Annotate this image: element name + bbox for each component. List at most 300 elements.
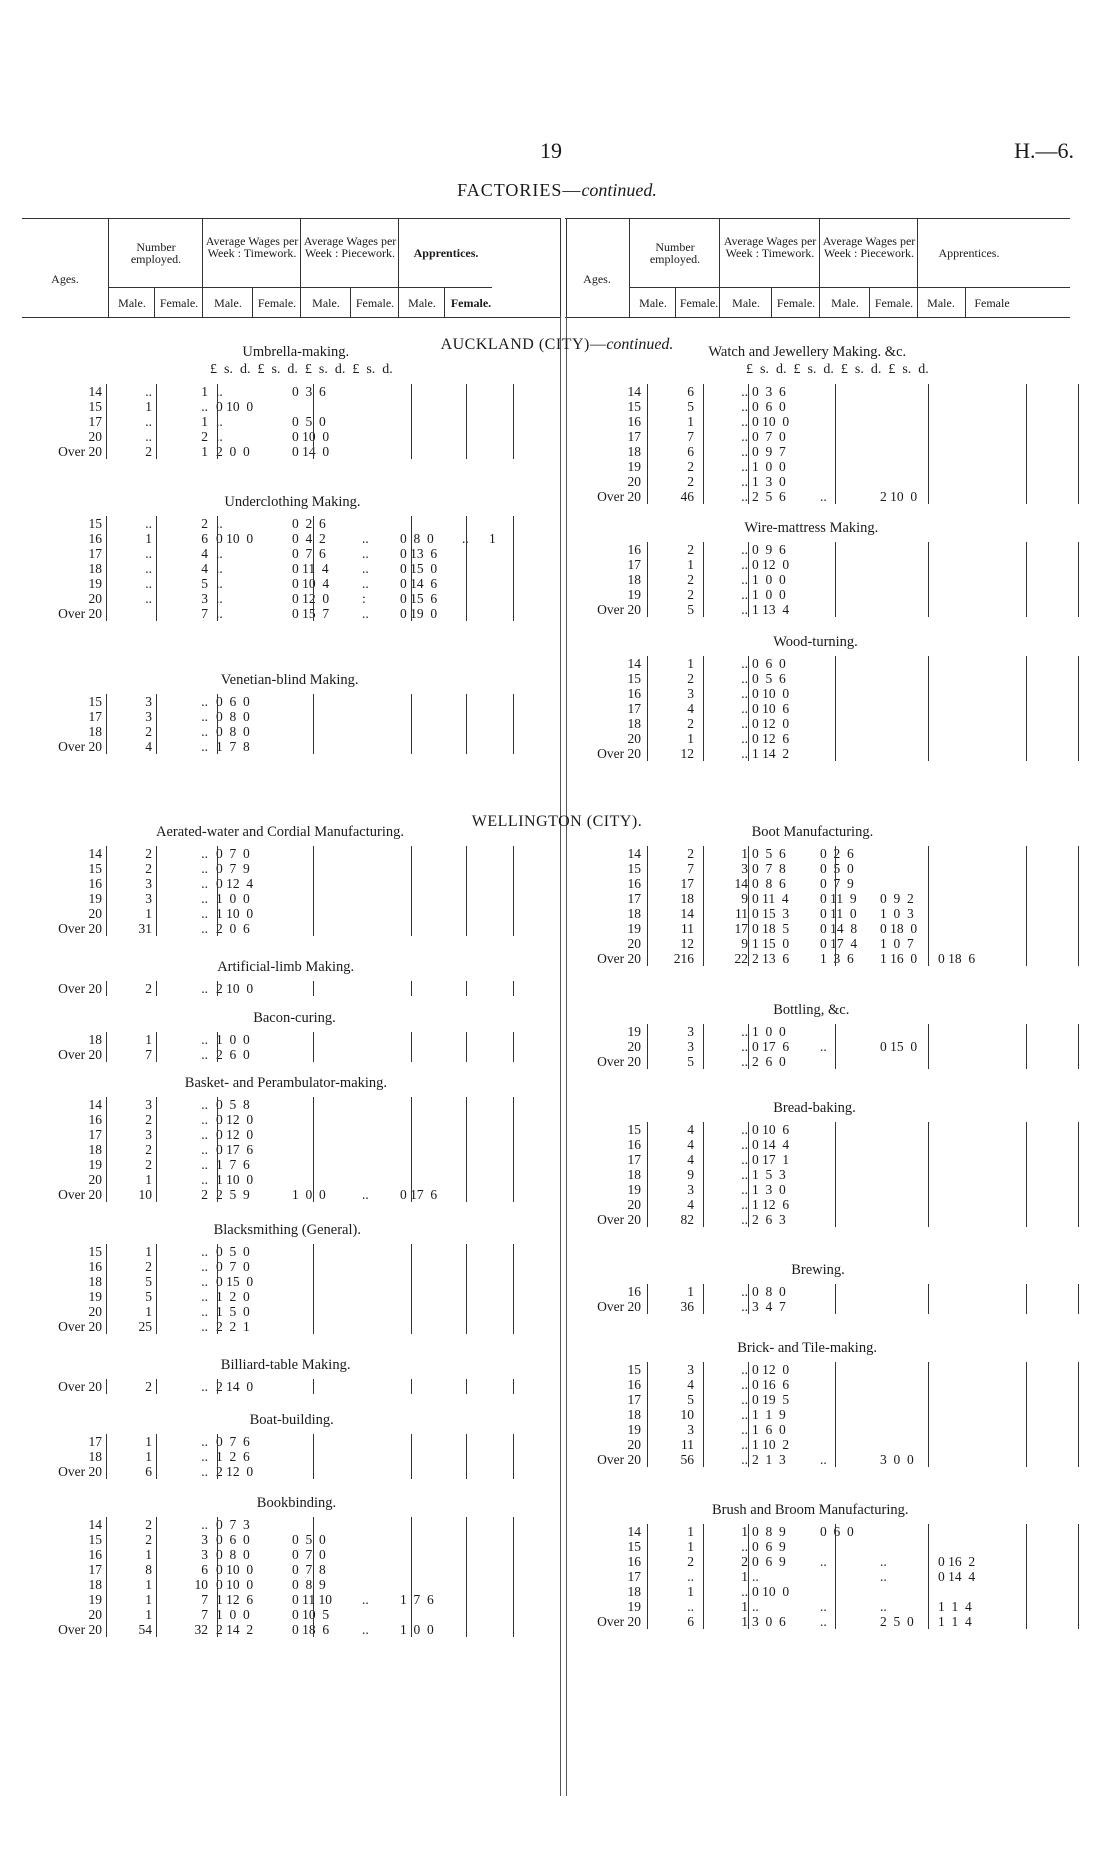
value-cell: 1 3 0 — [752, 1182, 786, 1197]
value-cell: 0 7 0 — [292, 1547, 326, 1562]
column-rule — [1078, 1524, 1079, 1629]
value-cell: .. — [216, 516, 223, 531]
value-cell: .. 1 — [462, 531, 496, 546]
value-cell: 2 — [145, 846, 152, 861]
value-cell: 0 7 3 — [216, 1517, 250, 1532]
value-cell: 2 14 2 — [216, 1622, 254, 1637]
value-cell: 2 — [201, 429, 208, 444]
value-cell: 1 — [687, 1524, 694, 1539]
value-cell: 1 10 2 — [752, 1437, 790, 1452]
value-cell: 1 14 2 — [752, 746, 790, 761]
value-cell: 0 17 4 — [820, 936, 858, 951]
value-cell: 2 — [687, 572, 694, 587]
value-cell: 2 — [145, 1112, 152, 1127]
age-cell: 15 — [88, 861, 102, 876]
value-cell: 6 — [687, 384, 694, 399]
column-rule — [647, 1024, 648, 1069]
value-cell: 0 7 9 — [216, 861, 250, 876]
table-row — [0, 1197, 1114, 1212]
trade-title: Watch and Jewellery Making. &c. — [708, 344, 907, 360]
value-cell: 0 8 9 — [752, 1524, 786, 1539]
age-cell: 19 — [88, 1592, 102, 1607]
value-cell: 0 6 9 — [752, 1554, 786, 1569]
value-cell: 0 6 0 — [752, 656, 786, 671]
table-row — [0, 474, 1114, 489]
age-cell: 18 — [627, 1584, 641, 1599]
value-cell: .. — [752, 1599, 759, 1614]
column-rule — [928, 1284, 929, 1314]
age-cell: 18 — [88, 1142, 102, 1157]
value-cell: 5 — [201, 576, 208, 591]
table-row — [0, 1167, 1114, 1182]
value-cell: 216 — [673, 951, 694, 966]
value-cell: .. — [201, 1434, 208, 1449]
value-cell: .. — [145, 384, 152, 399]
value-cell: 1 — [145, 1449, 152, 1464]
value-cell: 2 0 0 — [216, 444, 250, 459]
value-cell: 2 — [687, 846, 694, 861]
value-cell: 2 — [687, 542, 694, 557]
value-cell: .. — [741, 602, 748, 617]
trade-title: Bookbinding. — [256, 1495, 337, 1511]
table-row — [0, 1152, 1114, 1167]
table-row — [0, 399, 1114, 414]
value-cell: .. — [201, 709, 208, 724]
value-cell: 2 — [145, 1259, 152, 1274]
table-row — [0, 1024, 1114, 1039]
value-cell: 3 — [201, 1532, 208, 1547]
age-cell: 16 — [88, 1259, 102, 1274]
value-cell: 1 — [687, 557, 694, 572]
value-cell: 0 8 0 — [216, 709, 250, 724]
column-rule — [411, 981, 412, 996]
column-rule — [1078, 1024, 1079, 1069]
age-cell: 20 — [88, 1172, 102, 1187]
value-cell: 46 — [680, 489, 694, 504]
age-cell: 14 — [627, 384, 641, 399]
header-avg-timework: Average Wages per Week : Timework. — [723, 234, 817, 260]
age-cell: Over 20 — [597, 951, 641, 966]
age-cell: 14 — [88, 1517, 102, 1532]
value-cell: 1 — [741, 1569, 748, 1584]
value-cell: 2 — [145, 1379, 152, 1394]
table-row — [0, 1362, 1114, 1377]
age-cell: 19 — [88, 1289, 102, 1304]
value-cell: 0 10 4 — [292, 576, 330, 591]
age-cell: 15 — [88, 1532, 102, 1547]
value-cell: 0 9 7 — [752, 444, 786, 459]
value-cell: 4 — [687, 1122, 694, 1137]
trade-title: Aerated-water and Cordial Manufacturing. — [156, 824, 405, 840]
value-cell: 0 15 3 — [752, 906, 790, 921]
value-cell: 22 — [734, 951, 748, 966]
column-rule — [835, 542, 836, 617]
value-cell: 3 — [741, 861, 748, 876]
value-cell: .. — [201, 1304, 208, 1319]
value-cell: 54 — [138, 1622, 152, 1637]
value-cell: 0 10 0 — [752, 414, 790, 429]
value-cell: .. — [741, 459, 748, 474]
value-cell: .. — [741, 444, 748, 459]
value-cell: .. — [741, 1407, 748, 1422]
age-cell: 20 — [627, 731, 641, 746]
age-cell: Over 20 — [58, 1319, 102, 1334]
age-cell: 17 — [88, 414, 102, 429]
value-cell: .. — [216, 576, 223, 591]
column-rule — [647, 542, 648, 617]
value-cell: 1 0 7 — [880, 936, 914, 951]
value-cell: 1 1 9 — [752, 1407, 786, 1422]
age-cell: 17 — [88, 1127, 102, 1142]
value-cell: .. — [741, 1422, 748, 1437]
value-cell: 3 — [145, 709, 152, 724]
value-cell: .. — [216, 591, 223, 606]
age-cell: 20 — [88, 1304, 102, 1319]
value-cell: 0 7 6 — [292, 546, 326, 561]
value-cell: 0 6 0 — [752, 399, 786, 414]
value-cell: 2 10 0 — [880, 489, 918, 504]
table-row — [0, 1584, 1114, 1599]
table-row — [0, 1097, 1114, 1112]
value-cell: 1 — [145, 1434, 152, 1449]
age-cell: 18 — [88, 561, 102, 576]
column-rule — [835, 1122, 836, 1227]
value-cell: 1 — [201, 414, 208, 429]
column-rule — [1078, 542, 1079, 617]
value-cell: .. — [820, 489, 827, 504]
age-cell: 19 — [88, 891, 102, 906]
column-rule — [1026, 1024, 1027, 1069]
column-rule — [835, 846, 836, 966]
value-cell: 0 8 0 — [216, 1547, 250, 1562]
value-cell: 1 — [687, 1539, 694, 1554]
table-row — [0, 701, 1114, 716]
value-cell: 25 — [138, 1319, 152, 1334]
age-cell: 20 — [88, 906, 102, 921]
age-cell: 17 — [627, 557, 641, 572]
column-rule — [466, 981, 467, 996]
value-cell: .. — [201, 876, 208, 891]
value-cell: 1 3 0 — [752, 474, 786, 489]
header-avg-piecework: Average Wages per Week : Piecework. — [822, 234, 916, 260]
age-cell: Over 20 — [58, 1464, 102, 1479]
value-cell: .. — [201, 1259, 208, 1274]
value-cell: 1 7 6 — [216, 1157, 250, 1172]
value-cell: .. — [216, 429, 223, 444]
value-cell: 0 6 0 — [216, 694, 250, 709]
column-rule — [928, 656, 929, 761]
table-row — [0, 1614, 1114, 1629]
column-rule — [748, 1122, 749, 1227]
value-cell: .. — [362, 1592, 369, 1607]
value-cell: 0 14 4 — [752, 1137, 790, 1152]
table-row — [0, 1212, 1114, 1227]
age-cell: 17 — [88, 709, 102, 724]
value-cell: .. — [216, 384, 223, 399]
table-row — [0, 951, 1114, 966]
value-cell: 31 — [138, 921, 152, 936]
value-cell: .. — [741, 686, 748, 701]
age-cell: 16 — [627, 1377, 641, 1392]
age-cell: 14 — [627, 846, 641, 861]
value-cell: 0 10 0 — [216, 531, 254, 546]
table-row — [0, 542, 1114, 557]
age-cell: Over 20 — [58, 921, 102, 936]
value-cell: 1 0 0 — [216, 891, 250, 906]
header-number-employed: Number employed. — [649, 240, 701, 266]
value-cell: 0 11 4 — [752, 891, 789, 906]
value-cell: 12 — [680, 746, 694, 761]
header-apprentices: Apprentices. — [938, 246, 1000, 260]
trade-title: Wire-mattress Making. — [744, 520, 879, 536]
column-rule — [647, 846, 648, 966]
value-cell: 0 10 6 — [752, 701, 790, 716]
value-cell: 0 2 6 — [820, 846, 854, 861]
trade-title: Brewing. — [791, 1262, 845, 1278]
value-cell: 0 8 0 — [216, 724, 250, 739]
page-title-main: FACTORIES— — [457, 180, 582, 200]
value-cell: 0 8 0 — [400, 531, 434, 546]
value-cell: .. — [362, 531, 369, 546]
value-cell: 0 7 6 — [216, 1434, 250, 1449]
age-cell: 20 — [627, 1437, 641, 1452]
table-row — [0, 1039, 1114, 1054]
value-cell: 1 0 0 — [752, 587, 786, 602]
age-cell: 18 — [88, 1577, 102, 1592]
value-cell: 7 — [201, 1592, 208, 1607]
value-cell: 1 — [201, 444, 208, 459]
table-row — [0, 891, 1114, 906]
value-cell: 2 — [145, 444, 152, 459]
value-cell: .. — [216, 546, 223, 561]
value-cell: 2 — [687, 716, 694, 731]
header-female: Female. — [776, 296, 816, 310]
value-cell: 2 — [741, 1554, 748, 1569]
value-cell: 9 — [687, 1167, 694, 1182]
value-cell: 0 12 0 — [216, 1127, 254, 1142]
value-cell: 10 — [680, 1407, 694, 1422]
value-cell: .. — [201, 1464, 208, 1479]
age-cell: 14 — [88, 846, 102, 861]
value-cell: 1 — [687, 1584, 694, 1599]
value-cell: 14 — [734, 876, 748, 891]
value-cell: .. — [201, 1274, 208, 1289]
value-cell: 1 — [145, 531, 152, 546]
table-row — [0, 1569, 1114, 1584]
column-rule — [647, 1284, 648, 1314]
column-rule — [928, 1024, 929, 1069]
value-cell: 3 — [145, 876, 152, 891]
value-cell: 3 0 0 — [880, 1452, 914, 1467]
value-cell: 2 — [687, 1554, 694, 1569]
column-rule — [928, 1122, 929, 1227]
age-cell: Over 20 — [597, 489, 641, 504]
value-cell: .. — [820, 1039, 827, 1054]
value-cell: 0 7 0 — [216, 846, 250, 861]
value-cell: .. — [741, 1392, 748, 1407]
value-cell: 7 — [201, 1607, 208, 1622]
value-cell: .. — [201, 739, 208, 754]
age-cell: 15 — [88, 399, 102, 414]
value-cell: 1 — [145, 1304, 152, 1319]
value-cell: 0 7 9 — [820, 876, 854, 891]
age-cell: 15 — [627, 1362, 641, 1377]
value-cell: 1 0 0 — [216, 1607, 250, 1622]
value-cell: 2 — [145, 1157, 152, 1172]
age-cell: 19 — [88, 576, 102, 591]
trade-title: Bread-baking. — [773, 1100, 856, 1116]
age-cell: 18 — [627, 906, 641, 921]
value-cell: 2 — [201, 516, 208, 531]
value-cell: 0 9 2 — [880, 891, 914, 906]
trade-title: Blacksmithing (General). — [213, 1222, 361, 1238]
column-rule — [1026, 1122, 1027, 1227]
value-cell: 0 17 1 — [752, 1152, 790, 1167]
value-cell: 0 16 6 — [752, 1377, 790, 1392]
age-cell: 15 — [627, 1122, 641, 1137]
age-cell: Over 20 — [597, 602, 641, 617]
value-cell: 0 11 10 — [292, 1592, 332, 1607]
value-cell: .. — [201, 1244, 208, 1259]
value-cell: 7 — [687, 429, 694, 444]
value-cell: .. — [362, 576, 369, 591]
table-row — [0, 557, 1114, 572]
value-cell: 0 18 6 — [292, 1622, 330, 1637]
value-cell: 0 15 7 — [292, 606, 330, 621]
table-row — [0, 731, 1114, 746]
value-cell: 2 14 0 — [216, 1379, 254, 1394]
age-cell: 14 — [627, 656, 641, 671]
value-cell: 2 12 0 — [216, 1464, 254, 1479]
value-cell: 1 5 3 — [752, 1167, 786, 1182]
value-cell: 36 — [680, 1299, 694, 1314]
column-rule — [703, 1024, 704, 1069]
value-cell: 5 — [687, 602, 694, 617]
value-cell: 2 10 0 — [216, 981, 254, 996]
value-cell: 1 0 3 — [880, 906, 914, 921]
age-cell: 17 — [88, 546, 102, 561]
value-cell: .. — [201, 1517, 208, 1532]
value-cell: 2 2 1 — [216, 1319, 250, 1334]
value-cell: 1 7 6 — [400, 1592, 434, 1607]
column-rule — [703, 1122, 704, 1227]
value-cell: 1 12 6 — [752, 1197, 790, 1212]
value-cell: 2 5 6 — [752, 489, 786, 504]
value-cell: 1 6 0 — [752, 1422, 786, 1437]
value-cell: .. — [201, 921, 208, 936]
age-cell: Over 20 — [58, 1622, 102, 1637]
trade-title: Artificial-limb Making. — [217, 959, 355, 975]
value-cell: 1 0 0 — [400, 1622, 434, 1637]
value-cell: 1 — [145, 1244, 152, 1259]
column-rule — [748, 1524, 749, 1629]
value-cell: .. — [741, 1362, 748, 1377]
value-cell: 1 — [741, 1614, 748, 1629]
column-rule — [835, 384, 836, 504]
table-row — [0, 444, 1114, 459]
header-number-employed: Number employed. — [130, 240, 182, 266]
value-cell: .. — [201, 399, 208, 414]
value-cell: 0 15 0 — [216, 1274, 254, 1289]
value-cell: 0 12 0 — [216, 1112, 254, 1127]
value-cell: 0 16 2 — [938, 1554, 976, 1569]
table-row — [0, 572, 1114, 587]
value-cell: .. — [201, 846, 208, 861]
value-cell: 0 6 0 — [820, 1524, 854, 1539]
value-cell: 3 — [687, 1182, 694, 1197]
trade-title: Wood-turning. — [773, 634, 858, 650]
table-row — [0, 516, 1114, 531]
value-cell: .. — [820, 1599, 827, 1614]
trade-title: Brick- and Tile-making. — [737, 1340, 877, 1356]
value-cell: .. — [741, 1212, 748, 1227]
value-cell: 5 — [687, 399, 694, 414]
age-cell: Over 20 — [597, 1054, 641, 1069]
value-cell: .. — [145, 546, 152, 561]
value-cell: 11 — [681, 1437, 694, 1452]
age-cell: Over 20 — [58, 1187, 102, 1202]
table-row — [0, 587, 1114, 602]
age-cell: 19 — [627, 1024, 641, 1039]
value-cell: .. — [362, 546, 369, 561]
column-rule — [1078, 384, 1079, 504]
value-cell: .. — [362, 561, 369, 576]
value-cell: .. — [741, 1024, 748, 1039]
value-cell: 0 18 0 — [880, 921, 918, 936]
value-cell: 2 13 6 — [752, 951, 790, 966]
age-cell: 16 — [627, 542, 641, 557]
table-row — [0, 489, 1114, 504]
value-cell: 3 — [201, 1547, 208, 1562]
value-cell: .. — [741, 587, 748, 602]
value-cell: .. — [201, 1097, 208, 1112]
column-rule — [748, 542, 749, 617]
column-rule — [1078, 656, 1079, 761]
age-cell: Over 20 — [58, 981, 102, 996]
column-rule — [647, 1362, 648, 1467]
age-cell: Over 20 — [597, 1212, 641, 1227]
age-cell: 18 — [88, 1274, 102, 1289]
value-cell: 0 15 0 — [880, 1039, 918, 1054]
age-cell: Over 20 — [58, 739, 102, 754]
value-cell: 0 2 6 — [292, 516, 326, 531]
column-rule — [928, 1524, 929, 1629]
header-female: Female. — [257, 296, 297, 310]
value-cell: 0 3 6 — [752, 384, 786, 399]
value-cell: .. — [741, 746, 748, 761]
value-cell: 2 — [145, 1142, 152, 1157]
table-row — [0, 1554, 1114, 1569]
trade-title: Boot Manufacturing. — [751, 824, 874, 840]
column-rule — [703, 846, 704, 966]
value-cell: 0 11 9 — [820, 891, 857, 906]
table-row — [0, 1599, 1114, 1614]
value-cell: 0 14 0 — [292, 444, 330, 459]
value-cell: 4 — [687, 1377, 694, 1392]
value-cell: .. — [741, 557, 748, 572]
value-cell: .. — [145, 414, 152, 429]
value-cell: 0 19 0 — [400, 606, 438, 621]
value-cell: 1 0 0 — [752, 572, 786, 587]
age-cell: 17 — [627, 701, 641, 716]
age-cell: 15 — [627, 861, 641, 876]
value-cell: .. — [741, 489, 748, 504]
value-cell: .. — [741, 1152, 748, 1167]
age-cell: 20 — [627, 1039, 641, 1054]
age-cell: 16 — [627, 876, 641, 891]
value-cell: 2 — [145, 724, 152, 739]
value-cell: .. — [145, 561, 152, 576]
